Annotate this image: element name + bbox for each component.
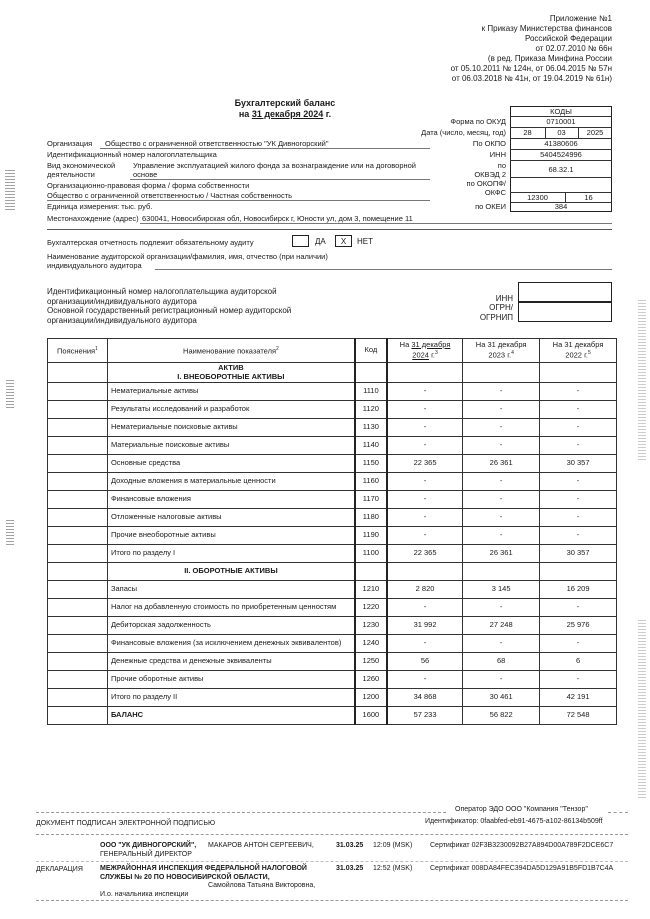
row-name: Материальные поисковые активы — [107, 437, 354, 455]
row-value-2023: 3 145 — [463, 581, 540, 599]
row-name: Нематериальные поисковые активы — [107, 419, 354, 437]
row-value-2024: 56 — [387, 653, 463, 671]
row-name: Прочие внеоборотные активы — [107, 527, 354, 545]
row-value-2023: - — [463, 527, 540, 545]
row-name: Отложенные налоговые активы — [107, 509, 354, 527]
row-value-2023: - — [463, 491, 540, 509]
row-code: 1240 — [355, 635, 387, 653]
scan-artifact — [638, 620, 646, 800]
row-value-2023: - — [463, 671, 540, 689]
row-value-2022: - — [540, 401, 617, 419]
row-value-2024: - — [387, 419, 463, 437]
row-name: Дебиторская задолженность — [107, 617, 354, 635]
header-col1 — [387, 339, 463, 363]
auditor-ogrn-code — [460, 303, 513, 322]
row-value-2023: 68 — [463, 653, 540, 671]
row-code: 1160 — [355, 473, 387, 491]
row-value-2023: - — [463, 437, 540, 455]
table-row — [48, 491, 617, 509]
notes-cell — [48, 581, 108, 599]
row-code: 1120 — [355, 401, 387, 419]
auditor-ogrn-field[interactable] — [518, 302, 612, 322]
header-col2-year: 2023 — [488, 350, 506, 360]
okpo-label: По ОКПО — [472, 139, 506, 148]
notes-cell — [48, 635, 108, 653]
header-notes-sup: 1 — [95, 346, 98, 352]
header-col1-suffix: г. — [431, 350, 435, 360]
address-label: Местонахождение (адрес) — [47, 214, 139, 223]
signer1-cert: Сертификат 02F3B3230092B27A894D00A789F2DCE6C7 — [430, 842, 614, 849]
audit-label: Бухгалтерская отчетность подлежит обязательному аудиту — [47, 238, 254, 247]
table-row — [48, 599, 617, 617]
inn-row-label: Идентификационный номер налогоплательщика — [47, 150, 217, 159]
row-value — [463, 363, 540, 383]
notes-cell — [48, 563, 108, 581]
section-header-row — [48, 363, 617, 383]
signer2-date: 31.03.25 — [336, 865, 364, 872]
notes-cell — [48, 491, 108, 509]
row-name: Запасы — [107, 581, 354, 599]
signer2-org: МЕЖРАЙОННАЯ ИНСПЕКЦИЯ ФЕДЕРАЛЬНОЙ НАЛОГОВОЙ СЛУЖБЫ № 20 ПО НОВОСИБИРСКОЙ ОБЛАСТИ, — [100, 865, 307, 881]
row-value — [463, 563, 540, 581]
okved-label-line: по — [497, 161, 506, 170]
table-row — [48, 635, 617, 653]
signer1-position: ГЕНЕРАЛЬНЫЙ ДИРЕКТОР — [100, 851, 192, 858]
row-code: 1210 — [355, 581, 387, 599]
date-year: 2025 — [586, 128, 604, 137]
row-name: Финансовые вложения (за исключением денежных эквивалентов) — [107, 635, 354, 653]
row-value-2023: 56 822 — [463, 707, 540, 725]
row-value-2024: 22 365 — [387, 455, 463, 473]
auditor-inn-field[interactable] — [518, 282, 612, 302]
signer1-date: 31.03.25 — [336, 842, 364, 849]
row-value-2024: - — [387, 383, 463, 401]
row-value-2022: - — [540, 599, 617, 617]
signer2-name: Самойлова Татьяна Викторовна, И.о. начальника инспекции — [100, 882, 316, 898]
auditor-ogrn-label: Основной государственный регистрационный номер аудиторской организации/индивидуального аудитора — [47, 306, 292, 325]
row-value-2024: - — [387, 635, 463, 653]
table-row — [48, 419, 617, 437]
row-code — [355, 363, 387, 383]
table-row — [48, 437, 617, 455]
row-name: Доходные вложения в материальные ценности — [107, 473, 354, 491]
page-title: Бухгалтерский баланс — [234, 98, 336, 108]
okopf-value: 12300 — [527, 193, 548, 202]
row-value-2022: 16 209 — [540, 581, 617, 599]
appendix-line: от 06.03.2018 № 41н, от 19.04.2019 № 61н) — [451, 74, 612, 83]
audit-no-checkbox[interactable]: X — [335, 235, 352, 247]
okved-value: 68.32.1 — [548, 165, 574, 174]
row-value-2023: 27 248 — [463, 617, 540, 635]
row-value-2023: 26 361 — [463, 455, 540, 473]
table-row — [48, 653, 617, 671]
okved-label-line: ОКВЭД 2 — [474, 170, 506, 179]
section-title — [107, 563, 354, 581]
row-code: 1200 — [355, 689, 387, 707]
okei-label: по ОКЕИ — [475, 202, 506, 211]
notes-cell — [48, 527, 108, 545]
table-row — [48, 545, 617, 563]
header-name-text: Наименование показателя — [183, 346, 277, 356]
header-col2-suffix: г. — [507, 350, 512, 360]
row-code: 1260 — [355, 671, 387, 689]
row-name: Итого по разделу II — [107, 689, 354, 707]
scan-artifact — [638, 300, 646, 460]
row-name: Нематериальные активы — [107, 383, 354, 401]
row-value-2023: - — [463, 383, 540, 401]
declaration-label: ДЕКЛАРАЦИЯ — [36, 866, 83, 873]
notes-cell — [48, 671, 108, 689]
row-value — [387, 563, 463, 581]
notes-cell — [48, 653, 108, 671]
row-code: 1190 — [355, 527, 387, 545]
row-code: 1130 — [355, 419, 387, 437]
row-value-2023: 30 461 — [463, 689, 540, 707]
signer1-name: МАКАРОВ АНТОН СЕРГЕЕВИЧ, — [208, 842, 314, 849]
table-row — [48, 455, 617, 473]
header-code: Код — [355, 339, 387, 363]
row-value-2024: 22 365 — [387, 545, 463, 563]
table-row — [48, 689, 617, 707]
notes-cell — [48, 383, 108, 401]
section-title-line: I. ВНЕОБОРОТНЫЕ АКТИВЫ — [177, 371, 285, 381]
okud-value: 0710001 — [546, 117, 576, 126]
okud-label: Форма по ОКУД — [450, 117, 506, 126]
row-code: 1250 — [355, 653, 387, 671]
row-value-2022: 30 357 — [540, 455, 617, 473]
appendix-line: Приложение №1 — [549, 14, 612, 23]
row-value-2024: - — [387, 671, 463, 689]
row-value-2022: - — [540, 473, 617, 491]
row-value-2022: - — [540, 635, 617, 653]
legal-form-label: Организационно-правовая форма / форма собственности — [47, 181, 250, 190]
table-row — [48, 473, 617, 491]
row-value-2023: - — [463, 635, 540, 653]
operator-label: Оператор ЭДО ООО "Компания "Тензор" — [455, 806, 588, 813]
table-row — [48, 401, 617, 419]
auditor-inn-label: Идентификационный номер налогоплательщика аудиторской организации/индивидуального аудитора — [47, 287, 277, 306]
org-value: Общество с ограниченной ответственностью "УК Дивногорский" — [105, 139, 329, 148]
notes-cell — [48, 455, 108, 473]
header-col1-pre: На — [399, 339, 410, 349]
section-header-row — [48, 563, 617, 581]
row-name: Финансовые вложения — [107, 491, 354, 509]
table-row — [48, 581, 617, 599]
header-col3 — [540, 339, 617, 363]
okopf-label — [440, 179, 506, 197]
row-value-2023: 26 361 — [463, 545, 540, 563]
legal-form-value: Общество с ограниченной ответственностью / Частная собственность — [47, 191, 293, 200]
row-name: Налог на добавленную стоимость по приобретенным ценностям — [107, 599, 354, 617]
notes-cell — [48, 599, 108, 617]
row-value-2024: 2 820 — [387, 581, 463, 599]
row-value-2023: - — [463, 509, 540, 527]
row-code: 1220 — [355, 599, 387, 617]
table-row — [48, 617, 617, 635]
signed-label: ДОКУМЕНТ ПОДПИСАН ЭЛЕКТРОННОЙ ПОДПИСЬЮ — [36, 820, 216, 827]
notes-cell — [48, 689, 108, 707]
row-value-2024: 31 992 — [387, 617, 463, 635]
header-name-sup: 2 — [276, 346, 279, 352]
auditor-ogrn-code-line: ОГРН/ — [489, 303, 513, 312]
header-col3-suffix: г. — [584, 350, 588, 360]
header-col2 — [463, 339, 540, 363]
appendix-line: от 05.10.2011 № 124н, от 06.04.2015 № 57н — [450, 64, 612, 73]
row-value-2024: - — [387, 437, 463, 455]
notes-cell — [48, 363, 108, 383]
row-value-2023: - — [463, 401, 540, 419]
identifier: Идентификатор: 0faabfed-eb91-4675-a102-86134b509ff — [425, 818, 603, 825]
row-value-2022: 42 191 — [540, 689, 617, 707]
date-month: 03 — [557, 128, 566, 137]
row-value-2024: 34 868 — [387, 689, 463, 707]
okopf-label-line: по ОКОПФ/ — [466, 179, 506, 188]
row-code: 1600 — [355, 707, 387, 725]
table-row — [48, 707, 617, 725]
row-value-2022: - — [540, 491, 617, 509]
row-name: БАЛАНС — [107, 707, 354, 725]
report-date — [190, 109, 380, 119]
row-code: 1110 — [355, 383, 387, 401]
signer1-org: ООО "УК ДИВНОГОРСКИЙ", — [100, 842, 197, 849]
row-value — [540, 563, 617, 581]
header-name — [107, 339, 354, 363]
date-prefix: на — [238, 109, 250, 119]
table-header-row — [48, 339, 617, 363]
row-value-2023: - — [463, 473, 540, 491]
notes-cell — [48, 401, 108, 419]
org-label: Организация — [47, 139, 93, 148]
unit-label: Единица измерения: тыс. руб. — [47, 202, 153, 211]
header-col3-sup: 5 — [587, 350, 591, 357]
signer2-cert: Сертификат 008DA84FEC394DA5D129A91B5FD1B7C4A — [430, 865, 614, 872]
row-value-2022: - — [540, 671, 617, 689]
section-2-rows — [48, 563, 617, 725]
header-notes — [48, 339, 108, 363]
row-value-2022: - — [540, 509, 617, 527]
row-value-2024: - — [387, 491, 463, 509]
row-value-2024: - — [387, 473, 463, 491]
row-code — [355, 563, 387, 581]
notes-cell — [48, 437, 108, 455]
signer2-time: 12:52 (MSK) — [373, 865, 413, 872]
table-row — [48, 527, 617, 545]
audit-yes-checkbox[interactable] — [292, 235, 309, 247]
audit-yes-label: ДА — [315, 237, 326, 246]
row-value-2024: - — [387, 599, 463, 617]
auditor-ogrn-code-line: ОГРНИП — [479, 312, 513, 322]
appendix-line: Российской Федерации — [525, 34, 612, 43]
appendix-block — [352, 14, 612, 84]
inn-value: 5404524996 — [540, 150, 582, 159]
section-1-rows — [48, 363, 617, 563]
row-value-2022: - — [540, 437, 617, 455]
section-title-line: АКТИВ — [218, 363, 244, 372]
activity-value: Управление эксплуатацией жилого фонда за вознаграждение или на договорной основе — [133, 161, 416, 179]
inn-label: ИНН — [489, 150, 506, 159]
activity-label: Вид экономической деятельности — [47, 161, 116, 179]
row-value-2022: - — [540, 383, 617, 401]
row-value — [387, 363, 463, 383]
date-day: 28 — [523, 128, 532, 137]
okfs-value: 16 — [584, 193, 593, 202]
scan-artifact — [6, 380, 14, 410]
header-col1-sup: 3 — [434, 350, 438, 357]
codes-header: КОДЫ — [550, 107, 572, 116]
table-row — [48, 509, 617, 527]
row-code: 1140 — [355, 437, 387, 455]
balance-table — [47, 338, 617, 725]
header-col2-pre: На 31 декабря — [475, 339, 527, 349]
row-value-2022: 30 357 — [540, 545, 617, 563]
header-col3-pre: На 31 декабря — [552, 339, 604, 349]
row-name: Результаты исследований и разработок — [107, 401, 354, 419]
row-value-2024: - — [387, 509, 463, 527]
date-suffix: г. — [325, 109, 332, 119]
row-value-2022: 25 976 — [540, 617, 617, 635]
notes-cell — [48, 617, 108, 635]
row-code: 1100 — [355, 545, 387, 563]
scan-artifact — [6, 520, 14, 545]
row-name: Основные средства — [107, 455, 354, 473]
row-name: Итого по разделу I — [107, 545, 354, 563]
header-col1-year: 2024 — [412, 350, 429, 360]
row-value-2024: - — [387, 401, 463, 419]
auditor-name-label: Наименование аудиторской организации/фамилия, имя, отчество (при наличии) индивидуального аудитора — [47, 252, 328, 270]
row-value-2023: - — [463, 419, 540, 437]
row-code: 1230 — [355, 617, 387, 635]
section-title — [107, 363, 354, 383]
header-col3-year: 2022 — [565, 350, 582, 360]
header-notes-text: Пояснения — [57, 346, 96, 356]
date-label: Дата (число, месяц, год) — [421, 128, 506, 137]
section-title-line: II. ОБОРОТНЫЕ АКТИВЫ — [184, 566, 278, 576]
okopf-label-line: ОКФС — [484, 188, 506, 197]
okved-label — [440, 161, 506, 179]
okei-value: 384 — [554, 202, 568, 211]
table-row — [48, 383, 617, 401]
appendix-line: (в ред. Приказа Минфина России — [487, 54, 612, 63]
address-value: 630041, Новосибирская обл, Новосибирск г, Юности ул, дом 3, помещение 11 — [142, 214, 413, 223]
row-code: 1180 — [355, 509, 387, 527]
header-col2-sup: 4 — [511, 350, 514, 357]
appendix-line: от 02.07.2010 № 66н — [535, 44, 612, 53]
row-code: 1170 — [355, 491, 387, 509]
okpo-value: 41380606 — [544, 139, 578, 148]
notes-cell — [48, 707, 108, 725]
auditor-inn-code: ИНН — [495, 294, 513, 303]
signer1-time: 12:09 (MSK) — [373, 842, 413, 849]
audit-no-label: НЕТ — [357, 237, 373, 246]
row-value-2023: - — [463, 599, 540, 617]
row-value-2022: - — [540, 527, 617, 545]
appendix-line: к Приказу Министерства финансов — [481, 24, 612, 33]
table-row — [48, 671, 617, 689]
row-value — [540, 363, 617, 383]
row-value-2022: 6 — [540, 653, 617, 671]
row-value-2022: - — [540, 419, 617, 437]
row-code: 1150 — [355, 455, 387, 473]
notes-cell — [48, 509, 108, 527]
notes-cell — [48, 419, 108, 437]
row-value-2024: - — [387, 527, 463, 545]
row-value-2024: 57 233 — [387, 707, 463, 725]
date-value: 31 декабря 2024 — [251, 109, 324, 119]
notes-cell — [48, 545, 108, 563]
scan-artifact — [5, 170, 15, 210]
notes-cell — [48, 473, 108, 491]
row-name: Денежные средства и денежные эквиваленты — [107, 653, 354, 671]
header-col1-date: 31 декабря — [411, 339, 451, 349]
row-value-2022: 72 548 — [540, 707, 617, 725]
row-name: Прочие оборотные активы — [107, 671, 354, 689]
